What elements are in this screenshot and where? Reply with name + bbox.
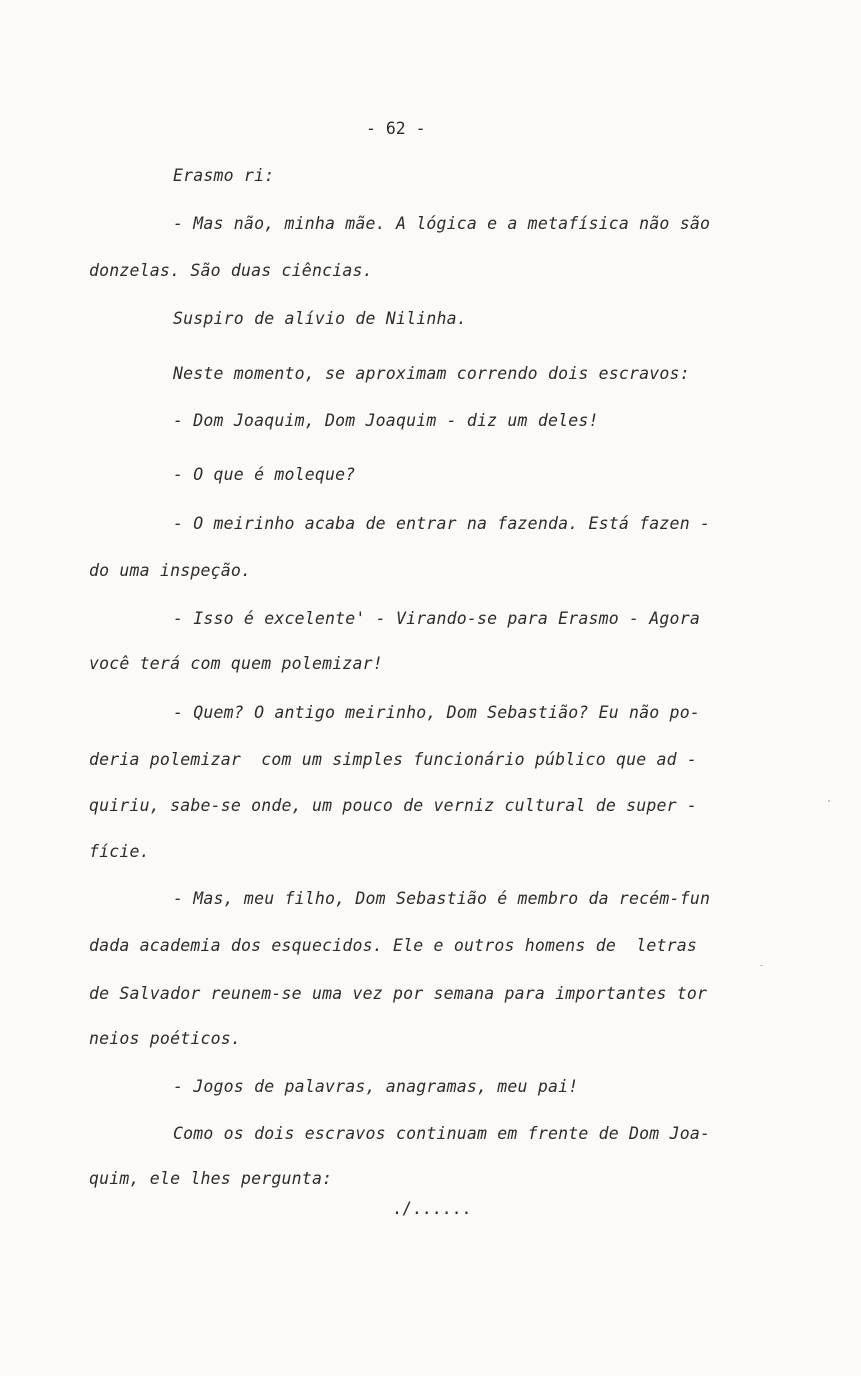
text-line: quiriu, sabe-se onde, um pouco de verniz cultural de super -: [89, 796, 698, 815]
text-line: Erasmo ri:: [173, 166, 275, 185]
text-line: Como os dois escravos continuam em frente de Dom Joa-: [173, 1124, 711, 1143]
text-line: Neste momento, se aproximam correndo dois escravos:: [173, 364, 690, 383]
text-line: de Salvador reunem-se uma vez por semana para importantes tor: [89, 984, 708, 1003]
text-line: neios poéticos.: [89, 1029, 242, 1048]
paper-speck: [760, 965, 763, 966]
continuation-mark: ./......: [392, 1199, 472, 1218]
text-line: deria polemizar com um simples funcionário público que ad -: [89, 750, 698, 769]
text-line: do uma inspeção.: [89, 561, 252, 580]
text-line: - Isso é excelente' - Virando-se para Erasmo - Agora: [173, 609, 700, 628]
text-line: fície.: [89, 842, 150, 861]
text-line: você terá com quem polemizar!: [89, 654, 383, 673]
text-line: - Jogos de palavras, anagramas, meu pai!: [173, 1077, 579, 1096]
paper-speck: [828, 800, 830, 802]
text-line: Suspiro de alívio de Nilinha.: [173, 309, 467, 328]
text-line: - Mas, meu filho, Dom Sebastião é membro da recém-fun: [173, 889, 711, 908]
text-line: - Mas não, minha mãe. A lógica e a metafísica não são: [173, 214, 711, 233]
text-line: donzelas. São duas ciências.: [89, 261, 373, 280]
text-line: quim, ele lhes pergunta:: [89, 1169, 333, 1188]
text-line: - Dom Joaquim, Dom Joaquim - diz um deles!: [173, 411, 599, 430]
text-line: - Quem? O antigo meirinho, Dom Sebastião? Eu não po-: [173, 703, 700, 722]
page-number: - 62 -: [366, 119, 426, 138]
text-line: - O meirinho acaba de entrar na fazenda. Está fazen -: [173, 514, 711, 533]
text-line: - O que é moleque?: [173, 465, 356, 484]
text-line: dada academia dos esquecidos. Ele e outros homens de letras: [89, 936, 698, 955]
